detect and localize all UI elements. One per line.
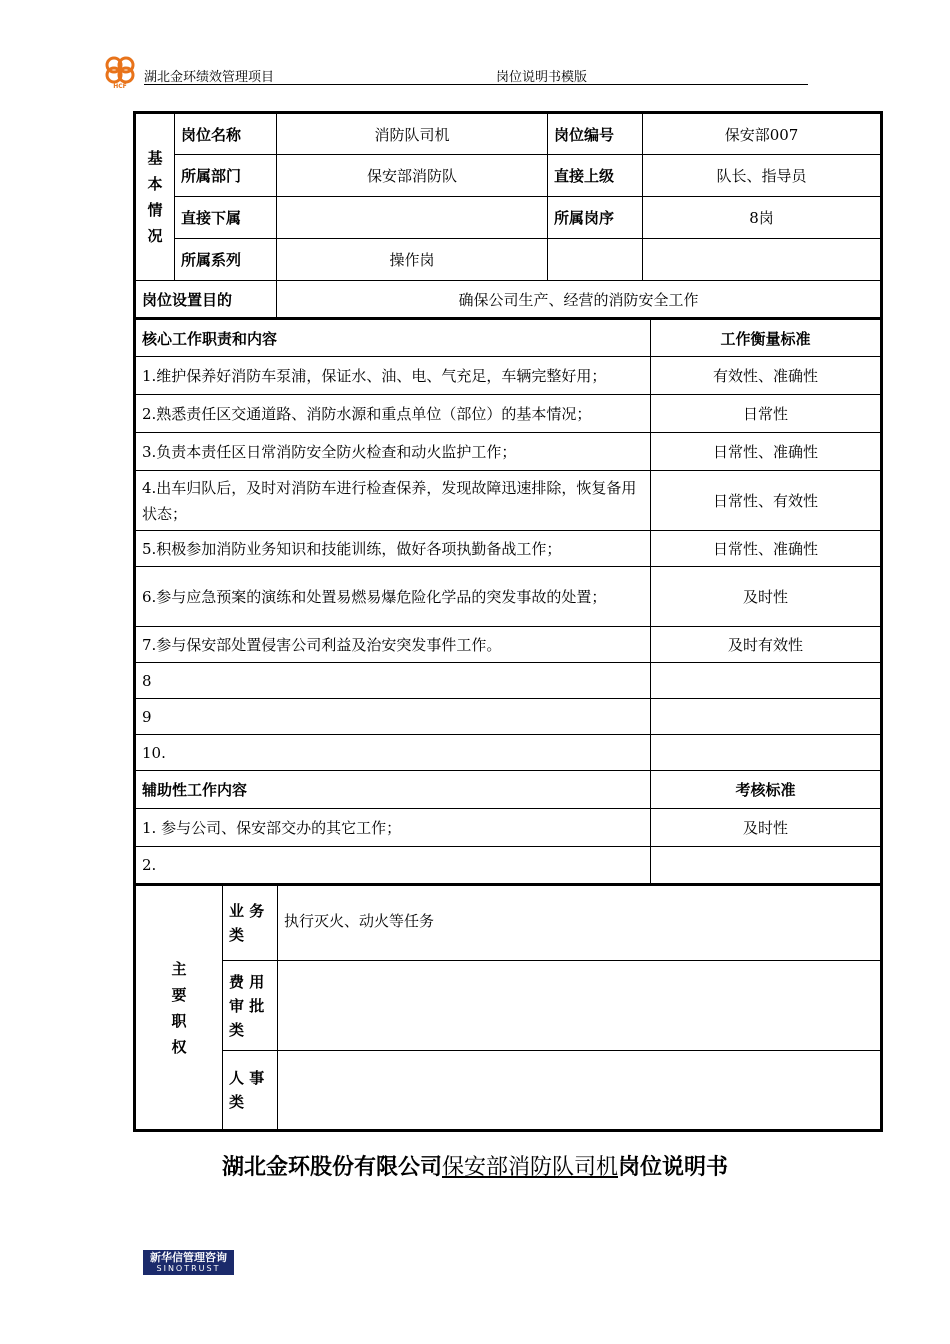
subordinate-label: 直接下属 bbox=[175, 197, 277, 239]
duty-item: 8 bbox=[135, 663, 651, 699]
post-code-value: 保安部007 bbox=[643, 113, 882, 155]
expense-power-label: 费 用 审 批 类 bbox=[223, 961, 278, 1051]
title-suffix: 岗位说明书 bbox=[618, 1155, 729, 1180]
duty-standard: 日常性 bbox=[651, 395, 882, 433]
logo-text: HCF bbox=[113, 83, 127, 90]
aux-standard bbox=[651, 847, 882, 885]
job-description-form bbox=[133, 111, 880, 1132]
duty-item: 10. bbox=[135, 735, 651, 771]
consultancy-logo bbox=[143, 1250, 234, 1275]
dept-label: 所属部门 bbox=[175, 155, 277, 197]
expense-power-value bbox=[278, 961, 882, 1051]
consultancy-logo-en: SINOTRUST bbox=[156, 1264, 221, 1273]
duty-item: 6.参与应急预案的演练和处置易燃易爆危险化学品的突发事故的处置； bbox=[135, 567, 651, 627]
duty-standard bbox=[651, 663, 882, 699]
aux-item: 1. 参与公司、保安部交办的其它工作； bbox=[135, 809, 651, 847]
duty-standard: 日常性、有效性 bbox=[651, 471, 882, 531]
purpose-label: 岗位设置目的 bbox=[135, 281, 277, 319]
personnel-power-label: 人 事 类 bbox=[223, 1051, 278, 1131]
aux-standard-header: 考核标准 bbox=[651, 771, 882, 809]
series-value: 操作岗 bbox=[277, 239, 548, 281]
document-type: 岗位说明书模版 bbox=[496, 70, 588, 85]
empty-cell bbox=[548, 239, 643, 281]
empty-cell bbox=[643, 239, 882, 281]
duty-item: 4.出车归队后，及时对消防车进行检查保养，发现故障迅速排除，恢复备用状态； bbox=[135, 471, 651, 531]
core-standard-header: 工作衡量标准 bbox=[651, 319, 882, 357]
duty-standard bbox=[651, 699, 882, 735]
basic-info-table bbox=[133, 111, 883, 320]
subordinate-value bbox=[277, 197, 548, 239]
superior-value: 队长、指导员 bbox=[643, 155, 882, 197]
personnel-power-value bbox=[278, 1051, 882, 1131]
title-company: 湖北金环股份有限公司 bbox=[221, 1155, 442, 1180]
series-label: 所属系列 bbox=[175, 239, 277, 281]
duty-item: 9 bbox=[135, 699, 651, 735]
consultancy-logo-cn: 新华信管理咨询 bbox=[150, 1251, 227, 1264]
duty-item: 5.积极参加消防业务知识和技能训练，做好各项执勤备战工作； bbox=[135, 531, 651, 567]
post-name-label: 岗位名称 bbox=[175, 113, 277, 155]
business-power-value: 执行灭火、动火等任务 bbox=[278, 885, 882, 961]
duty-standard: 日常性、准确性 bbox=[651, 531, 882, 567]
project-name: 湖北金环绩效管理项目 bbox=[144, 70, 275, 85]
duty-standard: 及时有效性 bbox=[651, 627, 882, 663]
aux-duties-header: 辅助性工作内容 bbox=[135, 771, 651, 809]
duty-item: 2.熟悉责任区交通道路、消防水源和重点单位（部位）的基本情况； bbox=[135, 395, 651, 433]
rank-value: 8岗 bbox=[643, 197, 882, 239]
purpose-value: 确保公司生产、经营的消防安全工作 bbox=[277, 281, 882, 319]
duty-item: 3.负责本责任区日常消防安全防火检查和动火监护工作； bbox=[135, 433, 651, 471]
aux-item: 2. bbox=[135, 847, 651, 885]
duty-item: 1.维护保养好消防车泵浦，保证水、油、电、气充足，车辆完整好用； bbox=[135, 357, 651, 395]
business-power-label: 业 务 类 bbox=[223, 885, 278, 961]
page-header bbox=[100, 54, 808, 88]
header-rule bbox=[144, 84, 808, 85]
superior-label: 直接上级 bbox=[548, 155, 643, 197]
duty-standard: 有效性、准确性 bbox=[651, 357, 882, 395]
duty-standard: 日常性、准确性 bbox=[651, 433, 882, 471]
basic-section-label: 基 本 情 况 bbox=[135, 113, 175, 281]
powers-section-label: 主 要 职 权 bbox=[135, 885, 223, 1131]
document-title bbox=[0, 1150, 950, 1181]
aux-standard: 及时性 bbox=[651, 809, 882, 847]
post-code-label: 岗位编号 bbox=[548, 113, 643, 155]
duty-standard: 及时性 bbox=[651, 567, 882, 627]
duty-item: 7.参与保安部处置侵害公司利益及治安突发事件工作。 bbox=[135, 627, 651, 663]
dept-value: 保安部消防队 bbox=[277, 155, 548, 197]
company-logo-icon bbox=[100, 54, 140, 90]
rank-label: 所属岗序 bbox=[548, 197, 643, 239]
duties-table bbox=[133, 317, 883, 886]
powers-table bbox=[133, 883, 883, 1132]
title-post: 保安部消防队司机 bbox=[441, 1155, 618, 1180]
core-duties-header: 核心工作职责和内容 bbox=[135, 319, 651, 357]
duty-standard bbox=[651, 735, 882, 771]
post-name-value: 消防队司机 bbox=[277, 113, 548, 155]
